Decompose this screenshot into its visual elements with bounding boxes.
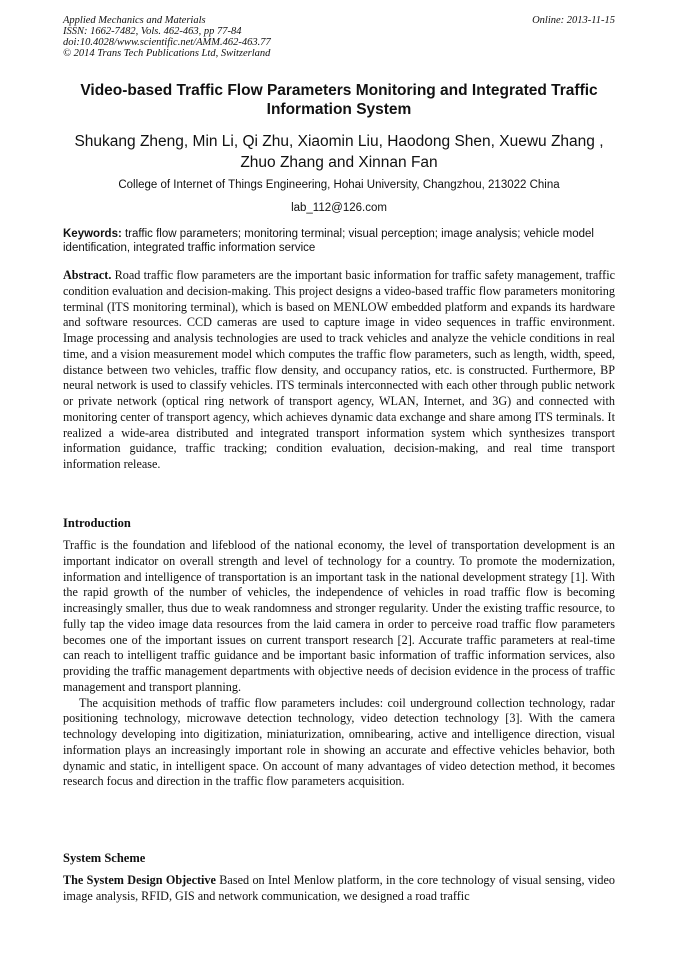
- introduction-paragraph-2: The acquisition methods of traffic flow parameters includes: coil underground collection technology, radar positioning technology, microwave detection technology, video detection technology [3]. With the camera technology developing into digitization, miniaturization, omnibearing, active and intelligence direction, visual information plays an increasingly important role in showing an accurate and effective vehicles behavior, both dynamic and static, in intelligent space. On account of many advantages of video detection method, it becomes research focus and direction in the traffic flow parameters acquisition.: [63, 695, 615, 789]
- abstract-label: Abstract.: [63, 268, 112, 282]
- introduction-heading: Introduction: [63, 516, 131, 530]
- keywords-text: traffic flow parameters; monitoring terminal; visual perception; image analysis; vehicle model identification, integrated traffic information service: [63, 228, 594, 254]
- system-scheme-body: [63, 873, 615, 905]
- abstract-text: Road traffic flow parameters are the important basic information for traffic safety management, traffic condition evaluation and decision-making. This project designs a video-based traffic flow parameters monitoring terminal (ITS monitoring terminal), which is based on MENLOW embedded platform and expands its hardware and software resources. CCD cameras are used to capture image in video sequences in traffic environment. Image processing and analysis technologies are used to track vehicles and analyze the vehicle conditions in real time, and a vision measurement model which computes the traffic flow parameters, such as length, width, speed, distance between two vehicles, traffic flow density, and occupancy ratios, etc. is constructed. Furthermore, BP neural network is used to classify vehicles. ITS terminals interconnected with each other through public network or private network (optical ring network of transport agency, WLAN, Internet, and 3G) and connected with monitoring center of transport agency, which achieves dynamic data exchange and share among ITS terminals. It realized a wide-area distributed and integrated transport information system which synthesizes transport information guidance, traffic tracking; condition evaluation, decision-making, and real time transport information release.: [63, 268, 615, 471]
- system-scheme-heading: System Scheme: [63, 851, 146, 865]
- introduction-body: [63, 538, 615, 790]
- affiliation: College of Internet of Things Engineering, Hohai University, Changzhou, 213022 China: [118, 179, 560, 191]
- doi-line: doi:10.4028/www.scientific.net/AMM.462-463.77: [63, 37, 271, 48]
- paper-title: Video-based Traffic Flow Parameters Monitoring and Integrated Traffic Information System: [80, 82, 598, 118]
- keywords-label: Keywords:: [63, 228, 122, 240]
- design-objective-text: Based on Intel Menlow platform, in the core technology of visual sensing, video image analysis, RFID, GIS and network communication, we designed a road traffic: [63, 873, 615, 903]
- online-date: Online: 2013-11-15: [532, 15, 615, 26]
- contact-email: lab_112@126.com: [291, 202, 387, 214]
- journal-name: Applied Mechanics and Materials: [63, 15, 206, 26]
- design-objective-lead: The System Design Objective: [63, 873, 216, 887]
- publication-header: [63, 15, 615, 59]
- abstract: [63, 268, 615, 473]
- issn-line: ISSN: 1662-7482, Vols. 462-463, pp 77-84: [63, 26, 242, 37]
- author-list: Shukang Zheng, Min Li, Qi Zhu, Xiaomin Liu, Haodong Shen, Xuewu Zhang , Zhuo Zhang and Xinnan Fan: [74, 133, 604, 171]
- introduction-paragraph-1: Traffic is the foundation and lifeblood of the national economy, the level of transportation development is an important indicator on overall strength and level of technology for a country. To promote the modernization, information and intelligence of transportation is an important task in the national development strategy [1]. With the rapid growth of the number of vehicles, the independence of vehicles in road traffic flow is becoming increasingly smaller, thus due to weak randomness and stronger regularity. Under the existing traffic resource, to fully tap the video image data resources from the laid camera in order to perceive road traffic flow parameters becomes one of the important issues on current transport research [2]. Accurate traffic parameters at real-time can reach to intelligent traffic guidance and be important basic information of traffic information services, also providing the traffic management departments with objective needs of decision evidence in the process of traffic management and transport planning.: [63, 538, 615, 694]
- copyright-line: © 2014 Trans Tech Publications Ltd, Switzerland: [63, 48, 271, 59]
- keywords: [63, 227, 615, 255]
